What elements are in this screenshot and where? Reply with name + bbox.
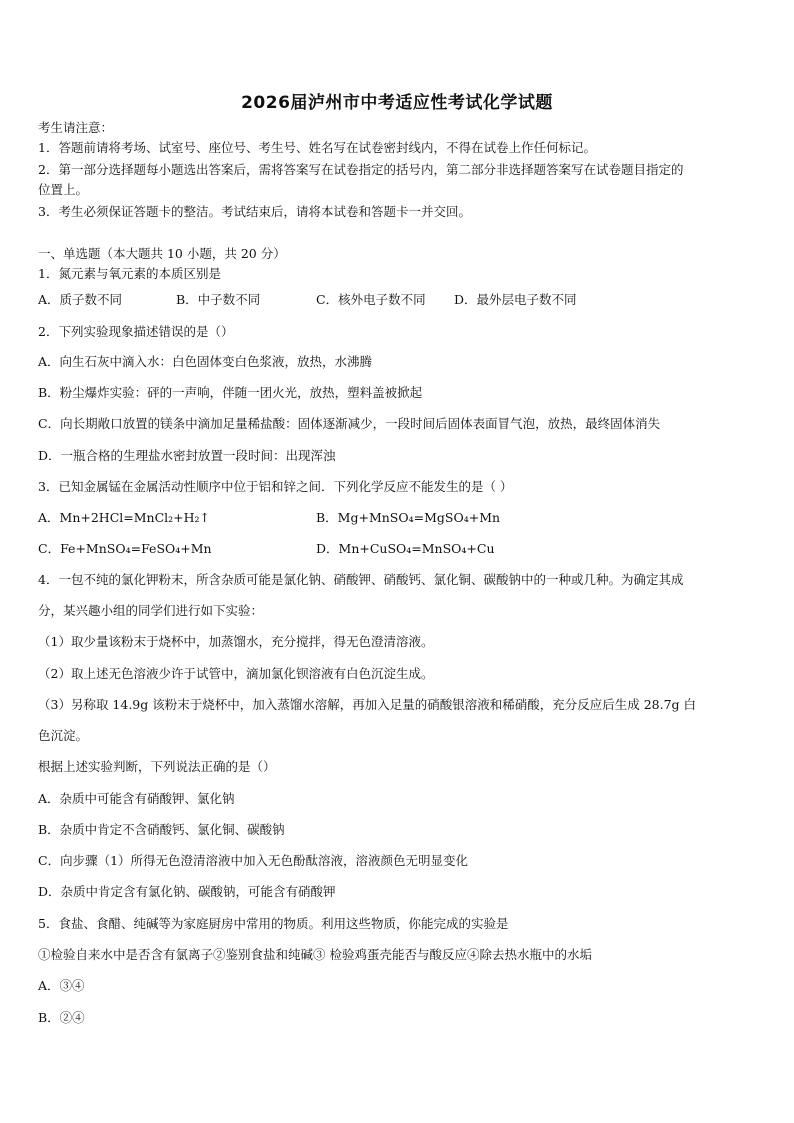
question-2-option-a: A．向生石灰中滴入水：白色固体变白色浆液，放热，水沸腾: [38, 354, 373, 369]
page-title: 2026届泸州市中考适应性考试化学试题: [241, 93, 553, 113]
notice-item: 3．考生必须保证答题卡的整洁。考试结束后，请将本试卷和答题卡一并交回。: [38, 204, 471, 219]
question-5-option-b: B．②④: [38, 1010, 85, 1025]
section-heading: 一、单选题（本大题共 10 小题，共 20 分）: [38, 246, 286, 261]
question-1-option-b: B．中子数不同: [176, 292, 261, 307]
question-1-option-c: C．核外电子数不同: [316, 292, 426, 307]
question-5-stem: 5．食盐、食醋、纯碱等为家庭厨房中常用的物质。利用这些物质，你能完成的实验是: [38, 916, 509, 931]
question-2-stem: 2．下列实验现象描述错误的是（）: [38, 324, 234, 339]
question-1-option-a: A．质子数不同: [38, 292, 123, 307]
question-1-stem: 1．氮元素与氧元素的本质区别是: [38, 266, 221, 281]
notice-item: 位置上。: [38, 182, 89, 197]
question-2-option-c: C．向长期敞口放置的镁条中滴加足量稀盐酸：固体逐渐减少，一段时间后固体表面冒气泡，放热，最终固体消失: [38, 416, 661, 431]
question-3-stem: 3．已知金属锰在金属活动性顺序中位于铝和锌之间．下列化学反应不能发生的是（ ）: [38, 479, 513, 494]
question-2-option-b: B．粉尘爆炸实验：砰的一声响，伴随一团火光，放热，塑料盖被掀起: [38, 385, 423, 400]
question-4-option-a: A．杂质中可能含有硝酸钾、氯化钠: [38, 791, 235, 806]
question-4-step-2: （2）取上述无色溶液少许于试管中，滴加氯化钡溶液有白色沉淀生成。: [38, 666, 434, 681]
question-4-option-c: C．向步骤（1）所得无色澄清溶液中加入无色酚酞溶液，溶液颜色无明显变化: [38, 853, 469, 868]
question-3-option-d: D．Mn+CuSO₄=MnSO₄+Cu: [316, 541, 495, 556]
question-4-stem-cont: 分，某兴趣小组的同学们进行如下实验：: [38, 603, 264, 618]
question-2-option-d: D．一瓶合格的生理盐水密封放置一段时间：出现浑浊: [38, 448, 336, 463]
question-3-option-a: A．Mn+2HCl=MnCl₂+H₂↑: [38, 510, 211, 525]
question-3-option-b: B．Mg+MnSO₄=MgSO₄+Mn: [316, 510, 501, 525]
question-4-step-3: （3）另称取 14.9g 该粉末于烧杯中，加入蒸馏水溶解，再加入足量的硝酸银溶液和稀硝酸，充分反应后生成 28.7g 白: [38, 697, 697, 712]
question-3-option-c: C．Fe+MnSO₄=FeSO₄+Mn: [38, 541, 212, 556]
notice-item: 1．答题前请将考场、试室号、座位号、考生号、姓名写在试卷密封线内，不得在试卷上作任何标记。: [38, 140, 596, 155]
question-4-step-1: （1）取少量该粉末于烧杯中，加蒸馏水，充分搅拌，得无色澄清溶液。: [38, 634, 434, 649]
notice-heading: 考生请注意：: [38, 120, 114, 135]
question-1-option-d: D．最外层电子数不同: [454, 292, 577, 307]
question-5-list: ①检验自来水中是否含有氯离子②鉴别食盐和纯碱③ 检验鸡蛋壳能否与酸反应④除去热水瓶中的水垢: [38, 947, 592, 962]
question-4-stem: 4．一包不纯的氯化钾粉末，所含杂质可能是氯化钠、硝酸钾、硝酸钙、氯化铜、碳酸钠中的一种或几种。为确定其成: [38, 572, 684, 587]
question-4-option-b: B．杂质中肯定不含硝酸钙、氯化铜、碳酸钠: [38, 822, 285, 837]
notice-item: 2．第一部分选择题每小题选出答案后，需将答案写在试卷指定的括号内，第二部分非选择题答案写在试卷题目指定的: [38, 162, 684, 177]
question-5-option-a: A．③④: [38, 978, 85, 993]
question-4-option-d: D．杂质中肯定含有氯化钠、碳酸钠，可能含有硝酸钾: [38, 884, 336, 899]
question-4-step-3-cont: 色沉淀。: [38, 728, 89, 743]
question-4-ask: 根据上述实验判断，下列说法正确的是（）: [38, 759, 276, 774]
